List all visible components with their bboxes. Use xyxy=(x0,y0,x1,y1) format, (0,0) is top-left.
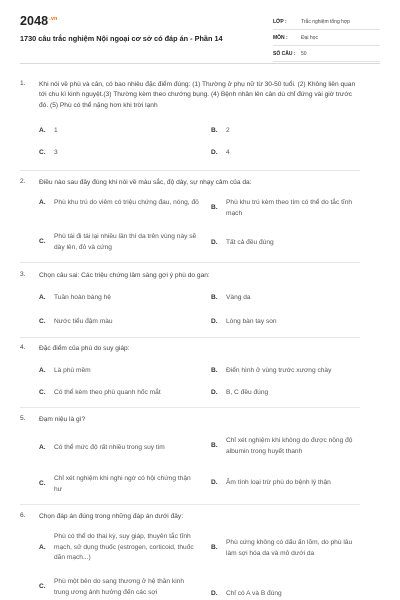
question-number: 6. xyxy=(20,512,26,519)
document-title: 1730 câu trắc nghiệm Nội ngoại cơ sở có đáp án - Phần 14 xyxy=(20,34,223,43)
option-letter: B. xyxy=(211,367,218,374)
option-c[interactable] xyxy=(39,232,199,253)
option-text: Phù có thể do thai kỳ, suy giáp, thuyên tắc tĩnh mạch, sử dụng thuốc (estrogen, corticoid, thuốc dãn mạch...) xyxy=(54,533,194,562)
option-b[interactable] xyxy=(211,126,360,137)
option-letter: C. xyxy=(39,149,46,156)
option-text: Chỉ xét nghiệm khi nghi ngờ có hội chứng thận hư xyxy=(54,475,191,493)
option-text: B, C đều đúng xyxy=(226,389,269,396)
option-c[interactable] xyxy=(39,388,199,399)
option-c[interactable] xyxy=(39,148,199,159)
option-d[interactable] xyxy=(211,589,360,600)
option-letter: C. xyxy=(39,583,46,591)
option-text: 4 xyxy=(226,149,230,156)
option-text: Âm tính loại trừ phù do bệnh lý thận xyxy=(226,479,331,486)
option-letter: A. xyxy=(39,367,46,374)
option-text: Là phù mềm xyxy=(54,367,91,374)
option-letter: A. xyxy=(39,444,46,451)
option-b[interactable] xyxy=(211,538,360,559)
option-text: Phù khu trú kèm theo tím có thể do tắc tĩnh mạch xyxy=(226,199,353,217)
option-a[interactable] xyxy=(39,126,199,137)
option-letter: B. xyxy=(211,294,218,301)
option-letter: D. xyxy=(211,318,218,325)
option-c[interactable] xyxy=(39,474,199,495)
option-text: 1 xyxy=(54,127,58,134)
option-c[interactable] xyxy=(39,317,199,328)
option-text: Lòng bàn tay son xyxy=(226,318,277,325)
option-text: Tuần hoàn bàng hệ xyxy=(54,294,111,301)
option-letter: A. xyxy=(39,543,46,551)
option-text: Phù cứng không có dấu ấn lõm, do phù lâu làm sợi hóa da và mô dưới da xyxy=(226,539,353,557)
meta-key: MÔN : xyxy=(273,34,288,41)
option-letter: D. xyxy=(211,389,218,396)
page-header xyxy=(20,0,380,64)
meta-value: 50 xyxy=(301,50,307,57)
option-a[interactable] xyxy=(39,366,199,377)
option-text: Có thể kèm theo phù quanh hốc mắt xyxy=(54,389,161,396)
option-letter: C. xyxy=(39,389,46,396)
question-number: 2. xyxy=(20,178,26,185)
question-text: Khi nói về phù và cân, có bao nhiêu đặc điểm đúng: (1) Thường ở phụ nữ từ 30-50 tuổi. (2) Không liên quan tới chu kì kinh nguyệt.(3) Thường kèm theo chướng bụng. (4) Bệnh nhân lên cân dù chỉ đứng vài giờ trước đó. (5) Phù có thể nặng hơn khi trời lạnh xyxy=(39,81,356,109)
option-letter: C. xyxy=(39,318,46,325)
option-b[interactable] xyxy=(211,366,360,377)
option-letter: B. xyxy=(211,127,218,134)
option-letter: D. xyxy=(211,149,218,156)
option-a[interactable] xyxy=(39,293,199,304)
option-b[interactable] xyxy=(211,436,360,457)
option-letter: D. xyxy=(211,479,218,486)
meta-value: Đại học xyxy=(301,34,318,41)
option-text: Phù tái đi tái lại nhiều lần thì da trên vùng này sẽ dày lên, đỏ và cứng xyxy=(54,233,197,251)
option-d[interactable] xyxy=(211,317,360,328)
meta-table xyxy=(273,14,380,62)
meta-key: LỚP : xyxy=(273,18,287,25)
option-text: Vàng da xyxy=(226,294,251,301)
meta-value: Trắc nghiệm tổng hợp xyxy=(301,18,350,25)
meta-row-class xyxy=(273,14,380,30)
option-text: Chỉ có A và B đúng xyxy=(226,590,282,597)
option-letter: D. xyxy=(211,239,218,246)
option-d[interactable] xyxy=(211,478,360,489)
option-a[interactable] xyxy=(39,198,199,209)
option-letter: C. xyxy=(39,238,46,246)
question-text: Đạm niệu là gì? xyxy=(39,416,86,423)
option-letter: B. xyxy=(211,544,218,552)
option-text: Nước tiểu đậm màu xyxy=(54,318,113,325)
option-d[interactable] xyxy=(211,388,360,399)
divider xyxy=(20,337,360,338)
option-letter: A. xyxy=(39,294,46,301)
logo-suffix: .vn xyxy=(49,15,58,22)
divider xyxy=(20,504,360,505)
option-letter: D. xyxy=(211,590,218,597)
option-letter: B. xyxy=(211,442,218,450)
question-number: 1. xyxy=(20,80,26,87)
option-text: Phù khu trú do viêm có triệu chứng đau, nóng, đỏ xyxy=(54,199,199,206)
meta-row-count xyxy=(273,46,380,62)
option-text: Phù một bên do sang thương ở hệ thần kinh trung ương ảnh hưởng đến các sợi xyxy=(54,578,185,596)
logo-text: 2048 xyxy=(20,14,49,28)
option-text: Điển hình ở vùng trước xương chày xyxy=(226,367,332,374)
option-text: 3 xyxy=(54,149,58,156)
option-text: Tất cả đều đúng xyxy=(226,239,274,246)
option-letter: A. xyxy=(39,127,46,134)
meta-key: SỐ CÂU : xyxy=(273,50,296,57)
option-text: 2 xyxy=(226,127,230,134)
option-d[interactable] xyxy=(211,148,360,159)
question-text: Chọn đáp án đúng trong những đáp án dưới đây: xyxy=(39,513,184,520)
option-letter: C. xyxy=(39,480,46,488)
divider xyxy=(20,407,360,408)
divider xyxy=(20,170,360,171)
option-text: Chỉ xét nghiệm khi không do được nồng độ albumin trong huyết thanh xyxy=(226,437,353,455)
option-a[interactable] xyxy=(39,532,199,564)
question-text: Đặc điểm của phù do suy giáp: xyxy=(39,345,130,352)
option-d[interactable] xyxy=(211,238,360,249)
question-number: 4. xyxy=(20,344,26,351)
question-text: Điều nào sau đây đúng khi nói về màu sắc, độ dày, sự nhạy cảm của da: xyxy=(39,179,252,186)
option-letter: A. xyxy=(39,199,46,206)
question-number: 5. xyxy=(20,415,26,422)
divider xyxy=(20,262,360,263)
option-text: Có thể mức độ rất nhiều trong suy tim xyxy=(54,444,165,451)
option-c[interactable] xyxy=(39,577,199,598)
site-logo[interactable] xyxy=(20,14,57,28)
option-letter: B. xyxy=(211,204,218,212)
option-b[interactable] xyxy=(211,198,360,219)
question-number: 3. xyxy=(20,271,26,278)
question-text: Chọn câu sai: Các triệu chứng lâm sàng gợi ý phù do gan: xyxy=(39,272,210,279)
option-b[interactable] xyxy=(211,293,360,304)
option-a[interactable] xyxy=(39,443,199,454)
meta-row-subject xyxy=(273,30,380,46)
